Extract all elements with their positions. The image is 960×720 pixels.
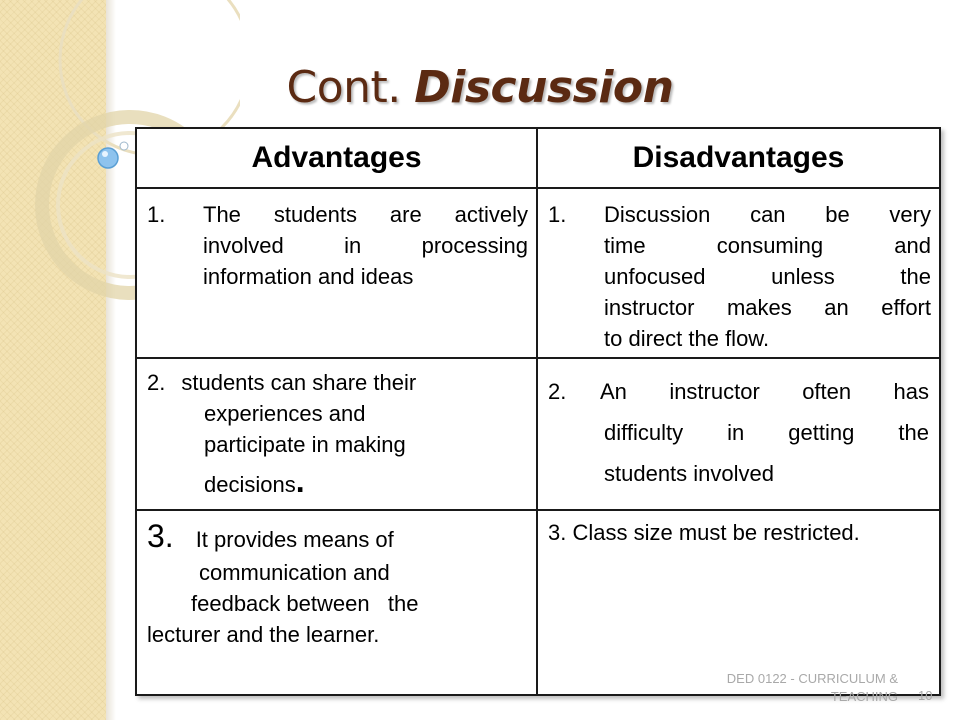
disadvantage-cell-1 xyxy=(537,188,940,358)
footer-line: TEACHING xyxy=(830,689,898,704)
advantage-text-3 xyxy=(137,511,536,650)
table-header-row xyxy=(136,128,940,188)
text-line: to direct the flow. xyxy=(604,326,770,351)
disadvantage-text-2 xyxy=(538,359,939,494)
text-line: difficulty in getting the xyxy=(604,420,929,445)
text-line: An instructor often has xyxy=(600,379,929,404)
text-line: time consuming and xyxy=(604,233,931,258)
advantage-cell-2 xyxy=(136,358,537,510)
disadvantage-cell-2 xyxy=(537,358,940,510)
text-line: involved in processing xyxy=(203,233,528,258)
header-disadvantages: Disadvantages xyxy=(537,128,940,188)
table-row xyxy=(136,358,940,510)
item-number: 2. xyxy=(147,370,166,395)
blue-bubble-icon xyxy=(98,148,118,168)
small-bubble-icon xyxy=(120,142,128,150)
advantage-text-1 xyxy=(203,199,528,292)
text-line: The students are actively xyxy=(203,202,528,227)
item-number: 1. xyxy=(548,202,567,227)
text-line: Discussion can be very xyxy=(604,202,931,227)
disadvantage-text-3: 3. Class size must be restricted. xyxy=(548,520,860,545)
text-line: students can share their xyxy=(181,370,417,395)
title-emphasis: Discussion xyxy=(414,62,674,113)
text-line: communication and xyxy=(199,560,390,585)
large-period: . xyxy=(295,463,305,499)
text-line: lecturer and the learner. xyxy=(147,622,380,647)
advantage-text-2 xyxy=(137,359,536,500)
footer-course-label xyxy=(683,670,898,706)
text-line: It provides means of xyxy=(195,527,394,552)
title-prefix: Cont. xyxy=(286,62,415,113)
table-row xyxy=(136,188,940,358)
footer-line: DED 0122 - CURRICULUM & xyxy=(726,671,898,686)
text-line: decisions xyxy=(204,472,296,497)
text-line: instructor makes an effort xyxy=(604,295,931,320)
text-line: information and ideas xyxy=(203,264,414,289)
text-line: feedback between the xyxy=(191,591,419,616)
disadvantage-cell-3 xyxy=(537,510,940,695)
advantage-cell-3 xyxy=(136,510,537,695)
disadvantage-text-1 xyxy=(604,199,931,354)
bubble-highlight xyxy=(102,151,108,157)
table-row xyxy=(136,510,940,695)
slide-title xyxy=(0,62,960,113)
item-number: 2. xyxy=(548,379,567,404)
item-number: 3. xyxy=(147,518,174,554)
advantage-cell-1 xyxy=(136,188,537,358)
item-number: 1. xyxy=(147,202,166,227)
page-number: 10 xyxy=(918,688,933,703)
comparison-table xyxy=(135,127,941,696)
text-line: experiences and xyxy=(204,401,366,426)
text-line: unfocused unless the xyxy=(604,264,931,289)
text-line: participate in making xyxy=(204,432,406,457)
text-line: students involved xyxy=(604,461,774,486)
header-advantages: Advantages xyxy=(136,128,537,188)
